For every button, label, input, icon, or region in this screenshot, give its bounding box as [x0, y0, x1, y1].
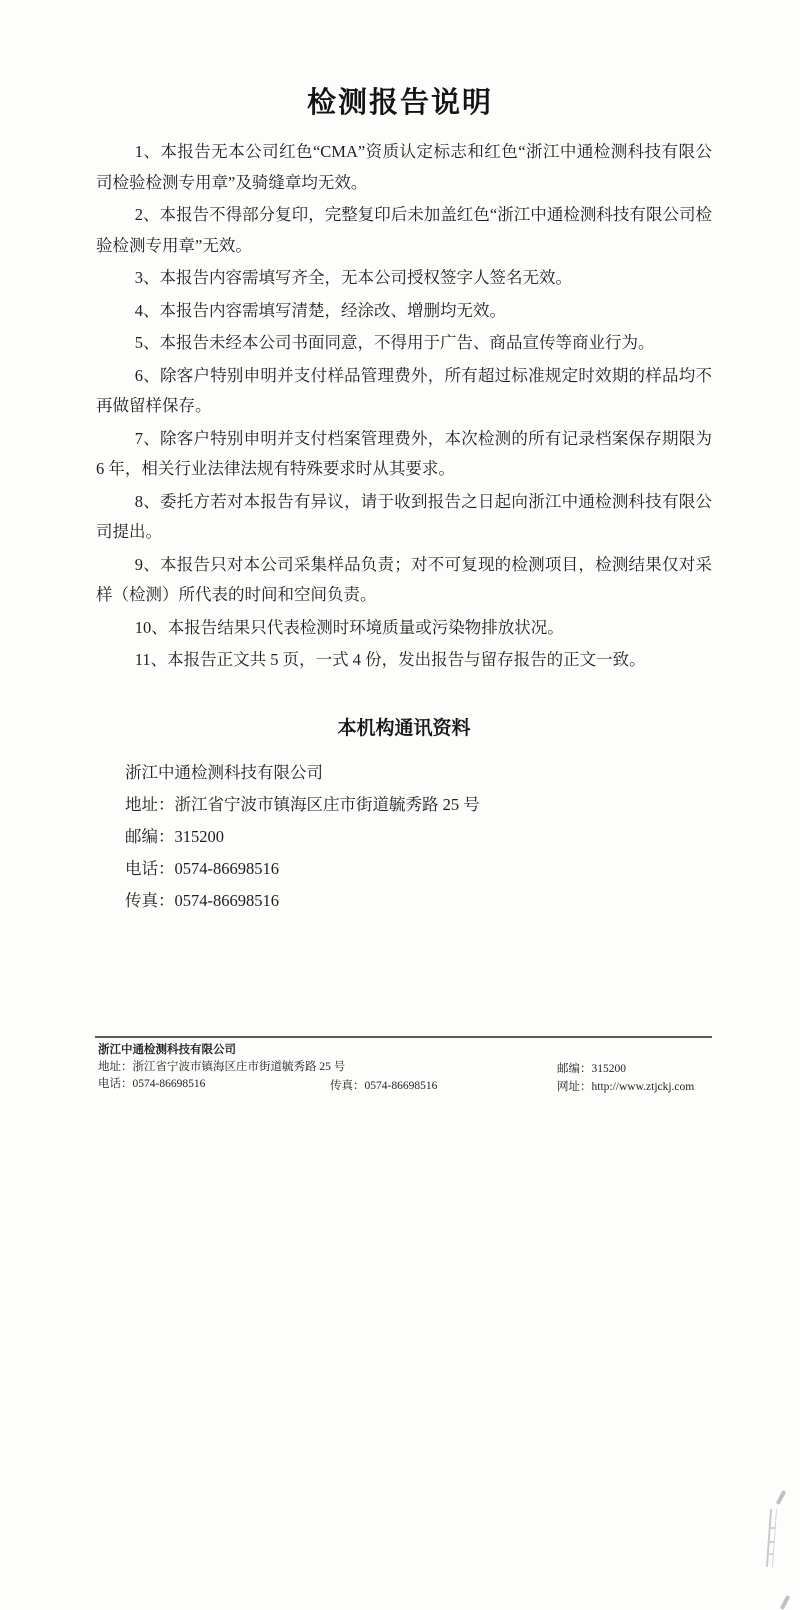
footer-fax-value: 0574-86698516 — [364, 1080, 438, 1092]
contact-value: 浙江省宁波市镇海区庄市街道毓秀路 25 号 — [174, 794, 480, 814]
report-note-item-4: 4、本报告内容需填写清楚，经涂改、增删均无效。 — [134, 300, 507, 320]
contact-company: 浙江中通检测科技有限公司 — [125, 762, 323, 782]
contact-section — [96, 717, 712, 917]
report-note-item-10: 10、本报告结果只代表检测时环境质量或污染物排放状况。 — [134, 617, 564, 637]
footer — [95, 1036, 712, 1093]
bleed-mark-icon — [780, 1594, 791, 1609]
contact-value: 315200 — [174, 826, 224, 846]
report-note-item-7: 7、除客户特别申明并支付档案管理费外，本次检测的所有记录档案保存期限为 6 年，相关行业法律法规有特殊要求时从其要求。 — [96, 428, 712, 478]
report-note-item-2: 2、本报告不得部分复印，完整复印后未加盖红色“浙江中通检测科技有限公司检验检测专用章”无效。 — [96, 205, 712, 255]
contact-line-fax — [125, 885, 712, 917]
footer-postcode — [557, 1061, 626, 1078]
contact-value: 0574-86698516 — [174, 890, 279, 910]
report-note-item-8: 8、委托方若对本报告有异议，请于收到报告之日起向浙江中通检测科技有限公司提出。 — [96, 491, 712, 541]
footer-phone-label: 电话： — [98, 1078, 133, 1090]
footer-website-label: 网址： — [557, 1081, 592, 1093]
contact-lines — [125, 757, 712, 917]
footer-address-label: 地址： — [98, 1061, 133, 1073]
report-note-item-11: 11、本报告正文共 5 页，一式 4 份，发出报告与留存报告的正文一致。 — [134, 650, 646, 669]
report-note-item-5: 5、本报告未经本公司书面同意，不得用于广告、商品宣传等商业行为。 — [134, 333, 655, 352]
contact-line-address — [125, 789, 712, 821]
footer-fax — [330, 1078, 437, 1095]
contact-line-phone — [125, 853, 712, 885]
report-notes — [96, 137, 712, 676]
footer-company: 浙江中通检测科技有限公司 — [98, 1044, 236, 1056]
footer-postcode-value: 315200 — [591, 1063, 626, 1075]
footer-phone-value: 0574-86698516 — [132, 1078, 206, 1090]
footer-website — [557, 1079, 694, 1096]
report-note-item-9: 9、本报告只对本公司采集样品负责；对不可复现的检测项目，检测结果仅对采样（检测）所代表的时间和空间负责。 — [96, 554, 712, 604]
contact-label: 电话： — [125, 858, 175, 878]
page-title: 检测报告说明 — [306, 87, 493, 119]
footer-fax-label: 传真： — [330, 1080, 365, 1092]
report-note-item-1: 1、本报告无本公司红色“CMA”资质认定标志和红色“浙江中通检测科技有限公司检验检测专用章”及骑缝章均无效。 — [96, 142, 712, 192]
contact-line-postcode — [125, 821, 712, 853]
report-note-item-6: 6、除客户特别申明并支付样品管理费外，所有超过标准规定时效期的样品均不再做留样保存。 — [96, 365, 712, 415]
report-note-item-3: 3、本报告内容需填写齐全，无本公司授权签字人签名无效。 — [134, 268, 573, 287]
contact-label: 地址： — [125, 794, 175, 814]
contact-heading: 本机构通讯资料 — [337, 717, 471, 739]
footer-address-value: 浙江省宁波市镇海区庄市街道毓秀路 25 号 — [132, 1061, 346, 1073]
contact-value: 0574-86698516 — [174, 858, 279, 878]
contact-label: 传真： — [125, 890, 175, 910]
footer-address — [98, 1059, 345, 1076]
contact-label: 邮编： — [125, 826, 175, 846]
footer-phone — [98, 1076, 205, 1093]
bleed-mark-icon — [766, 1508, 777, 1566]
bleed-mark-icon — [776, 1489, 787, 1504]
footer-website-value: http://www.ztjckj.com — [591, 1081, 695, 1093]
footer-postcode-label: 邮编： — [557, 1063, 592, 1075]
